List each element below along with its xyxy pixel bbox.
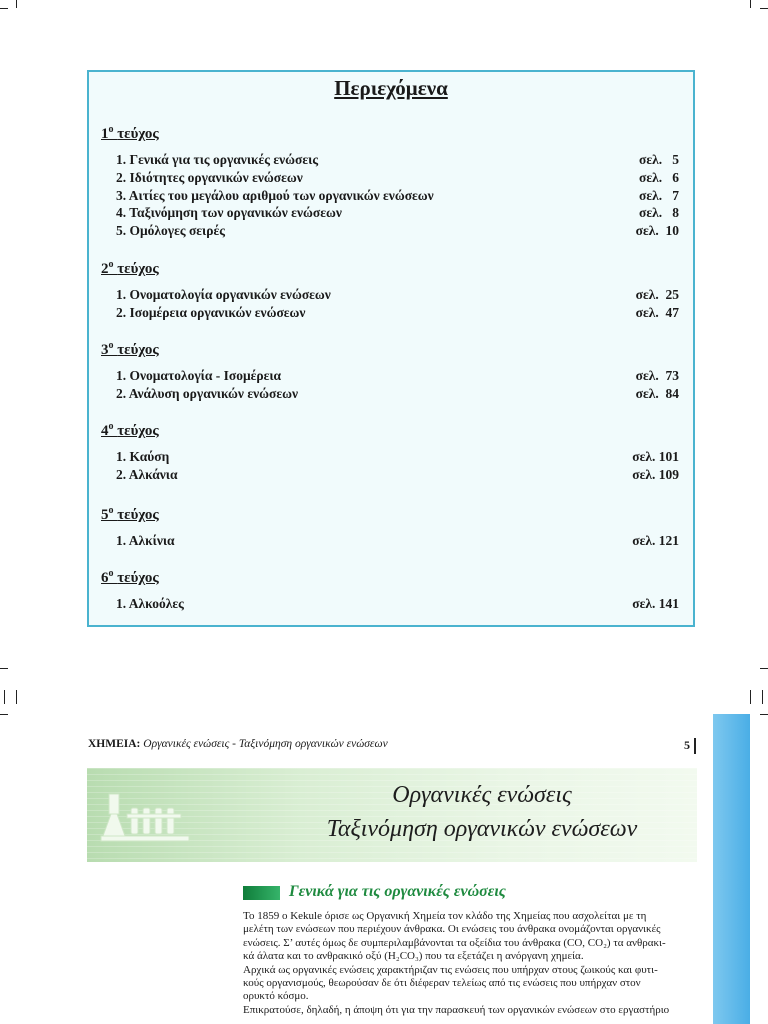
running-head xyxy=(88,738,388,750)
toc-entry-page: σελ. 7 xyxy=(639,187,679,203)
toc-entry-label: 4. Ταξινόμηση των οργανικών ενώσεων xyxy=(116,205,342,221)
section-heading: Γενικά για τις οργανικές ενώσεις xyxy=(289,883,506,900)
toc-entry-label: 2. Αλκάνια xyxy=(116,466,178,482)
issue-ordinal: ο xyxy=(108,259,114,270)
toc-entry xyxy=(116,466,679,484)
body-text-line: κά άλατα και το ανθρακικό οξύ (H₂CO₃) που τα εξετάζει η ανόργανη χημεία. xyxy=(243,950,584,963)
body-text-line: μελέτη των ενώσεων που περιέχουν άνθρακα. Οι ενώσεις του άνθρακα ονομάζονται οργανικές xyxy=(243,923,661,936)
toc-entry-label: 1. Ονοματολογία οργανικών ενώσεων xyxy=(116,287,331,302)
chapter-banner xyxy=(87,768,697,862)
toc-entry-label: 2. Ανάλυση οργανικών ενώσεων xyxy=(116,385,298,401)
issue-heading xyxy=(101,124,159,143)
toc-entry xyxy=(116,448,679,466)
body-text-line: Το 1859 ο Kekule όρισε ως Οργανική Χημεία τον κλάδο της Χημείας που ασχολείται με τη xyxy=(243,910,647,922)
crop-mark xyxy=(16,0,17,8)
body-text-line: ενώσεις. Σ’ αυτές όμως δε συμπεριλαμβάνονται τα οξείδια του άνθρακα (CO, CO₂) τα ανθρακι- xyxy=(243,936,666,949)
running-head-subject: ΧΗΜΕΙΑ: xyxy=(88,738,141,750)
toc-entry-label: 2. Ιδιότητες οργανικών ενώσεων xyxy=(116,169,303,185)
crop-mark xyxy=(0,714,8,715)
issue-number: 3 xyxy=(101,342,109,358)
issue-ordinal: ο xyxy=(108,568,114,579)
toc-entry xyxy=(116,532,679,550)
issue-label: τεύχος xyxy=(117,126,159,142)
issue-heading xyxy=(101,259,159,278)
toc-entry xyxy=(116,169,679,187)
crop-mark xyxy=(0,8,8,9)
issue-ordinal: ο xyxy=(108,421,114,432)
toc-entry-page: σελ. 84 xyxy=(635,385,679,401)
issue-number: 2 xyxy=(101,261,109,277)
issue-ordinal: ο xyxy=(108,340,114,351)
toc-entry-page: σελ. 141 xyxy=(632,596,679,611)
crop-mark xyxy=(4,690,5,704)
crop-mark xyxy=(16,690,17,704)
issue-heading xyxy=(101,505,159,524)
page-number: 5 xyxy=(684,738,690,752)
body-text-line: κούς οργανισμούς, θεωρούσαν δε ότι διέφεραν τελείως από τις ενώσεις που υπήρχαν στον xyxy=(243,977,641,990)
body-text-line: ορυκτό κόσμο. xyxy=(243,990,309,1003)
body-text-line: Επικρατούσε, δηλαδή, η άποψη ότι για την παρασκευή των οργανικών ενώσεων στο εργαστήριο xyxy=(243,1003,670,1016)
toc-entry-page: σελ. 10 xyxy=(635,223,679,239)
issue-label: τεύχος xyxy=(117,507,159,523)
toc-entry-page: σελ. 109 xyxy=(632,466,679,482)
crop-mark xyxy=(760,714,768,715)
side-color-bar xyxy=(713,714,750,1024)
issue-ordinal: ο xyxy=(108,124,114,135)
issue-number: 6 xyxy=(101,570,109,586)
issue-ordinal: ο xyxy=(108,505,114,516)
crop-mark xyxy=(750,0,751,8)
toc-entry xyxy=(116,187,679,205)
banner-title-line2: Ταξινόμηση οργανικών ενώσεων xyxy=(326,816,638,842)
toc-entry-page: σελ. 5 xyxy=(639,152,679,167)
toc-title: Περιεχόμενα xyxy=(334,76,448,100)
toc-entry-label: 1. Αλκίνια xyxy=(116,533,175,548)
toc-entry-label: 1. Αλκοόλες xyxy=(116,596,184,611)
issue-heading xyxy=(101,421,159,440)
lab-glassware-icon xyxy=(99,788,195,844)
crop-mark xyxy=(750,690,751,704)
toc-entry-page: σελ. 73 xyxy=(635,368,679,383)
table-of-contents xyxy=(87,70,695,627)
body-text-line: Αρχικά ως οργανικές ενώσεις χαρακτήριζαν τις ενώσεις που υπήρχαν στους ζωικούς και φυτι- xyxy=(243,963,658,976)
section-marker xyxy=(243,886,280,900)
toc-entry-label: 3. Αιτίες του μεγάλου αριθμού των οργανικών ενώσεων xyxy=(116,187,434,203)
issue-number: 5 xyxy=(101,507,109,523)
toc-entry-label: 1. Γενικά για τις οργανικές ενώσεις xyxy=(116,152,319,167)
toc-entry xyxy=(116,385,679,403)
toc-entry xyxy=(116,222,679,240)
issue-label: τεύχος xyxy=(117,423,159,439)
issue-number: 4 xyxy=(101,423,109,439)
toc-entry-page: σελ. 101 xyxy=(632,449,679,464)
crop-mark xyxy=(760,668,768,669)
crop-mark xyxy=(0,668,8,669)
issue-heading xyxy=(101,568,159,587)
toc-entry xyxy=(116,204,679,222)
toc-entry xyxy=(116,304,679,322)
issue-label: τεύχος xyxy=(117,570,159,586)
banner-title-line1: Οργανικές ενώσεις xyxy=(392,782,572,808)
toc-entry-page: σελ. 6 xyxy=(639,169,679,185)
toc-entry xyxy=(116,286,679,304)
issue-label: τεύχος xyxy=(117,261,159,277)
page-number-rule xyxy=(694,738,696,754)
toc-entry-page: σελ. 8 xyxy=(639,205,679,221)
toc-entry-label: 2. Ισομέρεια οργανικών ενώσεων xyxy=(116,304,306,320)
crop-mark xyxy=(762,690,763,704)
toc-entry xyxy=(116,367,679,385)
toc-entry-page: σελ. 47 xyxy=(635,304,679,320)
body-text xyxy=(243,910,699,1017)
toc-entry-label: 5. Ομόλογες σειρές xyxy=(116,223,225,239)
toc-entry-page: σελ. 121 xyxy=(632,533,679,548)
crop-mark xyxy=(760,8,768,9)
issue-label: τεύχος xyxy=(117,342,159,358)
toc-entry xyxy=(116,151,679,169)
running-head-topic: Οργανικές ενώσεις - Ταξινόμηση οργανικών ενώσεων xyxy=(143,738,388,750)
issue-heading xyxy=(101,340,159,359)
toc-entry-label: 1. Ονοματολογία - Ισομέρεια xyxy=(116,368,282,383)
toc-entry-label: 1. Καύση xyxy=(116,449,170,464)
toc-entry-page: σελ. 25 xyxy=(635,287,679,302)
issue-number: 1 xyxy=(101,126,109,142)
toc-entry xyxy=(116,595,679,613)
